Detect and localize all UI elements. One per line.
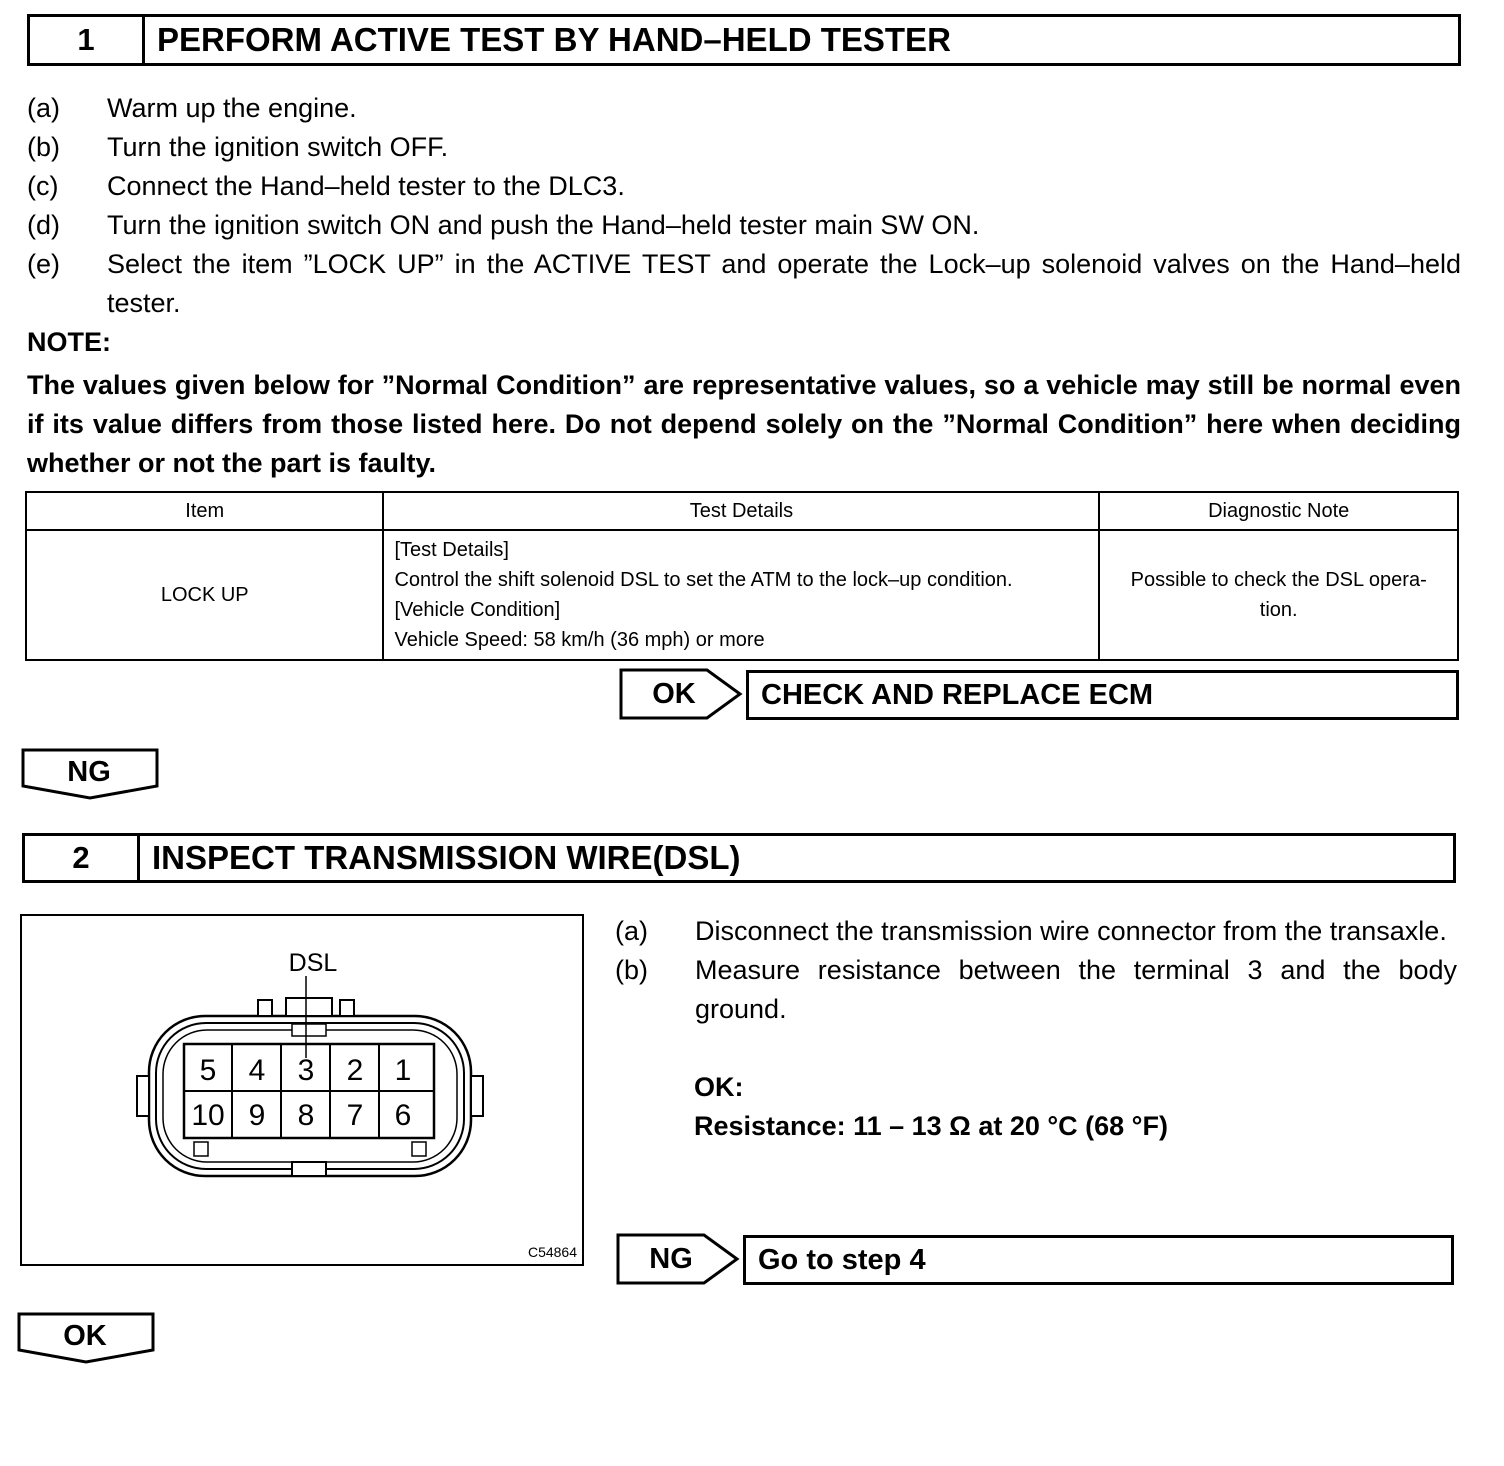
table-header: Diagnostic Note — [1099, 492, 1458, 530]
table-header-row — [26, 492, 1458, 530]
list-item: (e) Select the item ”LOCK UP” in the ACTIVE TEST and operate the Lock–up solenoid valves on the Hand–held tester. — [27, 249, 1461, 318]
pin-number: 7 — [346, 1099, 364, 1132]
ok-label: OK — [652, 677, 696, 710]
step-2-header — [22, 833, 1456, 883]
pin-number: 2 — [346, 1054, 364, 1087]
step-number: 2 — [25, 836, 140, 880]
pin-number: 4 — [248, 1054, 266, 1087]
step-2-instructions — [615, 912, 1457, 1029]
pin-number: 9 — [248, 1099, 266, 1132]
ok-result-box: CHECK AND REPLACE ECM — [746, 670, 1459, 720]
ng-result-box: Go to step 4 — [743, 1235, 1454, 1285]
pin-number: 1 — [394, 1054, 412, 1087]
ok-label: OK — [63, 1319, 107, 1352]
ng-label: NG — [649, 1242, 693, 1275]
pin-number: 3 — [297, 1054, 315, 1087]
list-item: (a) Warm up the engine. — [27, 93, 357, 123]
connector-figure — [20, 914, 584, 1266]
note-body: The values given below for ”Normal Condition” are representative values, so a vehicle may still be normal even if its value differs from those listed here. Do not depend solely on the ”Normal Condition” here when deciding whether or not the part is faulty. — [27, 370, 1461, 478]
pin-number: 5 — [199, 1054, 217, 1087]
ng-label: NG — [67, 755, 111, 788]
pin-number: 8 — [297, 1099, 315, 1132]
table-header: Test Details — [383, 492, 1099, 530]
list-item: (b) Turn the ignition switch OFF. — [27, 132, 449, 162]
step-1-header — [27, 14, 1461, 66]
step-1-instructions — [27, 89, 1461, 323]
table-header: Item — [26, 492, 383, 530]
step-title: PERFORM ACTIVE TEST BY HAND–HELD TESTER — [157, 21, 951, 58]
table-cell-item: LOCK UP — [26, 530, 383, 660]
list-item: (c) Connect the Hand–held tester to the DLC3. — [27, 171, 625, 201]
step-number: 1 — [30, 17, 145, 63]
active-test-table — [25, 491, 1459, 661]
dsl-pin-label: DSL — [288, 949, 338, 977]
note-title: NOTE: — [27, 327, 111, 357]
ok-criteria — [694, 1068, 1168, 1146]
list-item: (d) Turn the ignition switch ON and push the Hand–held tester main SW ON. — [27, 210, 980, 240]
pin-number: 10 — [191, 1099, 225, 1132]
step-title: INSPECT TRANSMISSION WIRE(DSL) — [152, 839, 741, 876]
ok-criteria-title: OK: — [694, 1072, 744, 1102]
pin-number: 6 — [394, 1099, 412, 1132]
table-cell-note: Possible to check the DSL opera-tion. — [1099, 530, 1458, 660]
table-cell-details: [Test Details] Control the shift solenoid DSL to set the ATM to the lock–up condition. [Vehicle Condition] Vehicle Speed: 58 km/h (36 mph) or more — [383, 530, 1099, 660]
resistance-spec: Resistance: 11 – 13 Ω at 20 °C (68 °F) — [694, 1111, 1168, 1141]
figure-code: C54864 — [527, 1244, 577, 1260]
connector-diagram — [22, 916, 582, 1264]
list-item: (b) Measure resistance between the terminal 3 and the body ground. — [615, 955, 1457, 1024]
table-row — [26, 530, 1458, 660]
list-item: (a) Disconnect the transmission wire connector from the transaxle. — [615, 916, 1447, 946]
